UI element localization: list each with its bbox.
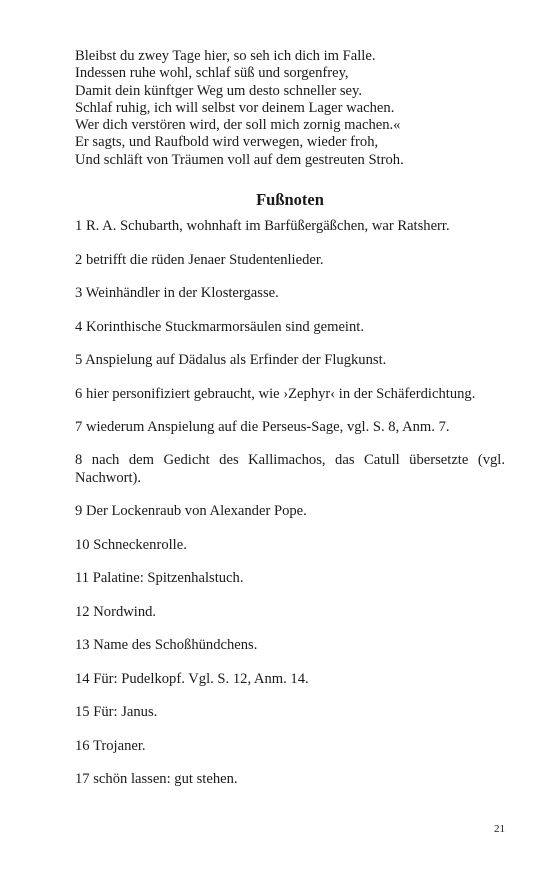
footnote-item: 5 Anspielung auf Dädalus als Erfinder der Flugkunst. bbox=[75, 352, 387, 369]
footnote-item: 17 schön lassen: gut stehen. bbox=[75, 771, 238, 788]
footnote-item: 13 Name des Schoßhündchens. bbox=[75, 637, 258, 654]
footnote-item: 2 betrifft die rüden Jenaer Studentenlieder. bbox=[75, 251, 324, 268]
page-body bbox=[75, 48, 505, 805]
footnote-item: 4 Korinthische Stuckmarmorsäulen sind gemeint. bbox=[75, 318, 364, 335]
page-number: 21 bbox=[494, 823, 505, 835]
footnote-item: 10 Schneckenrolle. bbox=[75, 536, 187, 553]
footnote-list bbox=[75, 218, 505, 788]
footnote-item: 11 Palatine: Spitzenhalstuch. bbox=[75, 570, 244, 587]
poem-stanza bbox=[75, 48, 505, 169]
footnote-item: 12 Nordwind. bbox=[75, 603, 157, 620]
footnote-item: 6 hier personifiziert gebraucht, wie ›Zephyr‹ in der Schäferdichtung. bbox=[75, 385, 476, 402]
poem-line: Er sagts, und Raufbold wird verwegen, wieder froh, bbox=[75, 134, 379, 151]
poem-line: Wer dich verstören wird, der soll mich zornig machen.« bbox=[75, 117, 401, 134]
footnote-item: 14 Für: Pudelkopf. Vgl. S. 12, Anm. 14. bbox=[75, 670, 309, 687]
footnotes-heading: Fußnoten bbox=[256, 190, 324, 210]
footnote-item: 15 Für: Janus. bbox=[75, 704, 158, 721]
footnote-item: 8 nach dem Gedicht des Kallimachos, das Catull übersetzte (vgl. Nachwort). bbox=[75, 452, 505, 486]
poem-line: Bleibst du zwey Tage hier, so seh ich dich im Falle. bbox=[75, 48, 376, 64]
poem-line: Damit dein künftger Weg um desto schneller sey. bbox=[75, 82, 362, 99]
footnote-item: 7 wiederum Anspielung auf die Perseus-Sage, vgl. S. 8, Anm. 7. bbox=[75, 418, 450, 435]
footnote-item: 3 Weinhändler in der Klostergasse. bbox=[75, 285, 279, 302]
poem-line: Und schläft von Träumen voll auf dem gestreuten Stroh. bbox=[75, 151, 404, 168]
poem-line: Indessen ruhe wohl, schlaf süß und sorgenfrey, bbox=[75, 65, 349, 82]
footnote-item: 1 R. A. Schubarth, wohnhaft im Barfüßergäßchen, war Ratsherr. bbox=[75, 218, 450, 235]
poem-line: Schlaf ruhig, ich will selbst vor deinem Lager wachen. bbox=[75, 99, 395, 116]
footnote-item: 9 Der Lockenraub von Alexander Pope. bbox=[75, 503, 307, 520]
footnote-item: 16 Trojaner. bbox=[75, 737, 146, 754]
